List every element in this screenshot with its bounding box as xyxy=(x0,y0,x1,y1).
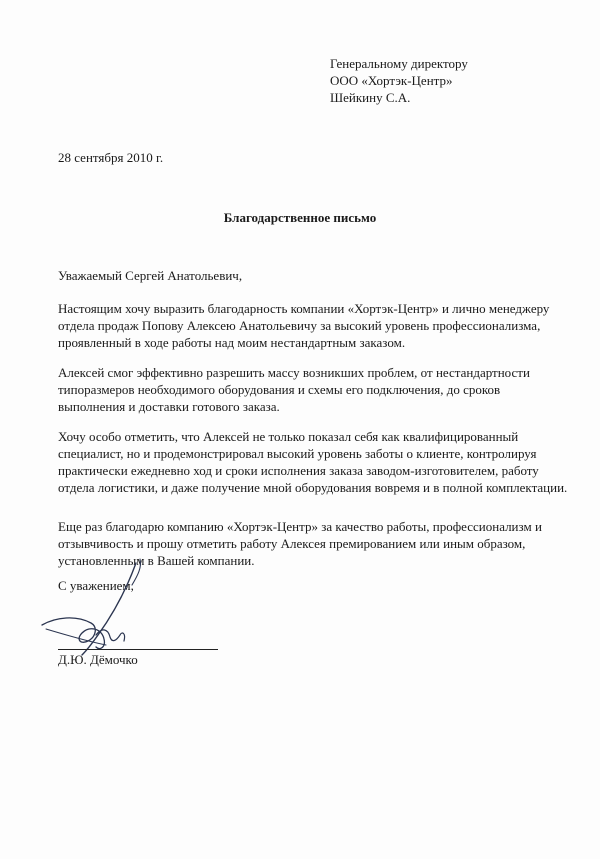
paragraph-1: Настоящим хочу выразить благодарность компании «Хортэк-Центр» и лично менеджеру отдела продаж Попову Алексею Анатольевичу за высокий уровень профессионализма, проявленный в ходе работы над моим нестандартным заказом. xyxy=(58,301,550,350)
addressee-position: Генеральному директору xyxy=(330,56,468,71)
addressee-company: ООО «Хортэк-Центр» xyxy=(330,73,453,88)
paragraph-4: Еще раз благодарю компанию «Хортэк-Центр» за качество работы, профессионализм и отзывчивость и прошу отметить работу Алексея премированием или иным образом, установленным в Вашей компании. xyxy=(58,519,542,568)
addressee-name: Шейкину С.А. xyxy=(330,90,411,105)
paragraph-2: Алексей смог эффективно разрешить массу возникших проблем, от нестандартности типоразмеров необходимого оборудования и схемы его подключения, до сроков выполнения и доставки готового заказа. xyxy=(58,365,530,414)
signer-name: Д.Ю. Дёмочко xyxy=(58,652,138,667)
signature-line xyxy=(58,649,218,650)
addressee-block xyxy=(330,55,468,106)
letter-date: 28 сентября 2010 г. xyxy=(58,150,164,165)
closing-phrase: С уважением, xyxy=(58,578,134,593)
salutation: Уважаемый Сергей Анатольевич, xyxy=(58,268,243,283)
letter-title: Благодарственное письмо xyxy=(223,210,377,225)
paragraph-3: Хочу особо отметить, что Алексей не только показал себя как квалифицированный специалист, но и продемонстрировал высокий уровень заботы о клиенте, контролируя практически ежедневно ход и сроки исполнения заказа заводом-изготовителем, работу отдела логистики, и даже получение мной оборудования вовремя и в полной комплектации. xyxy=(58,429,568,495)
